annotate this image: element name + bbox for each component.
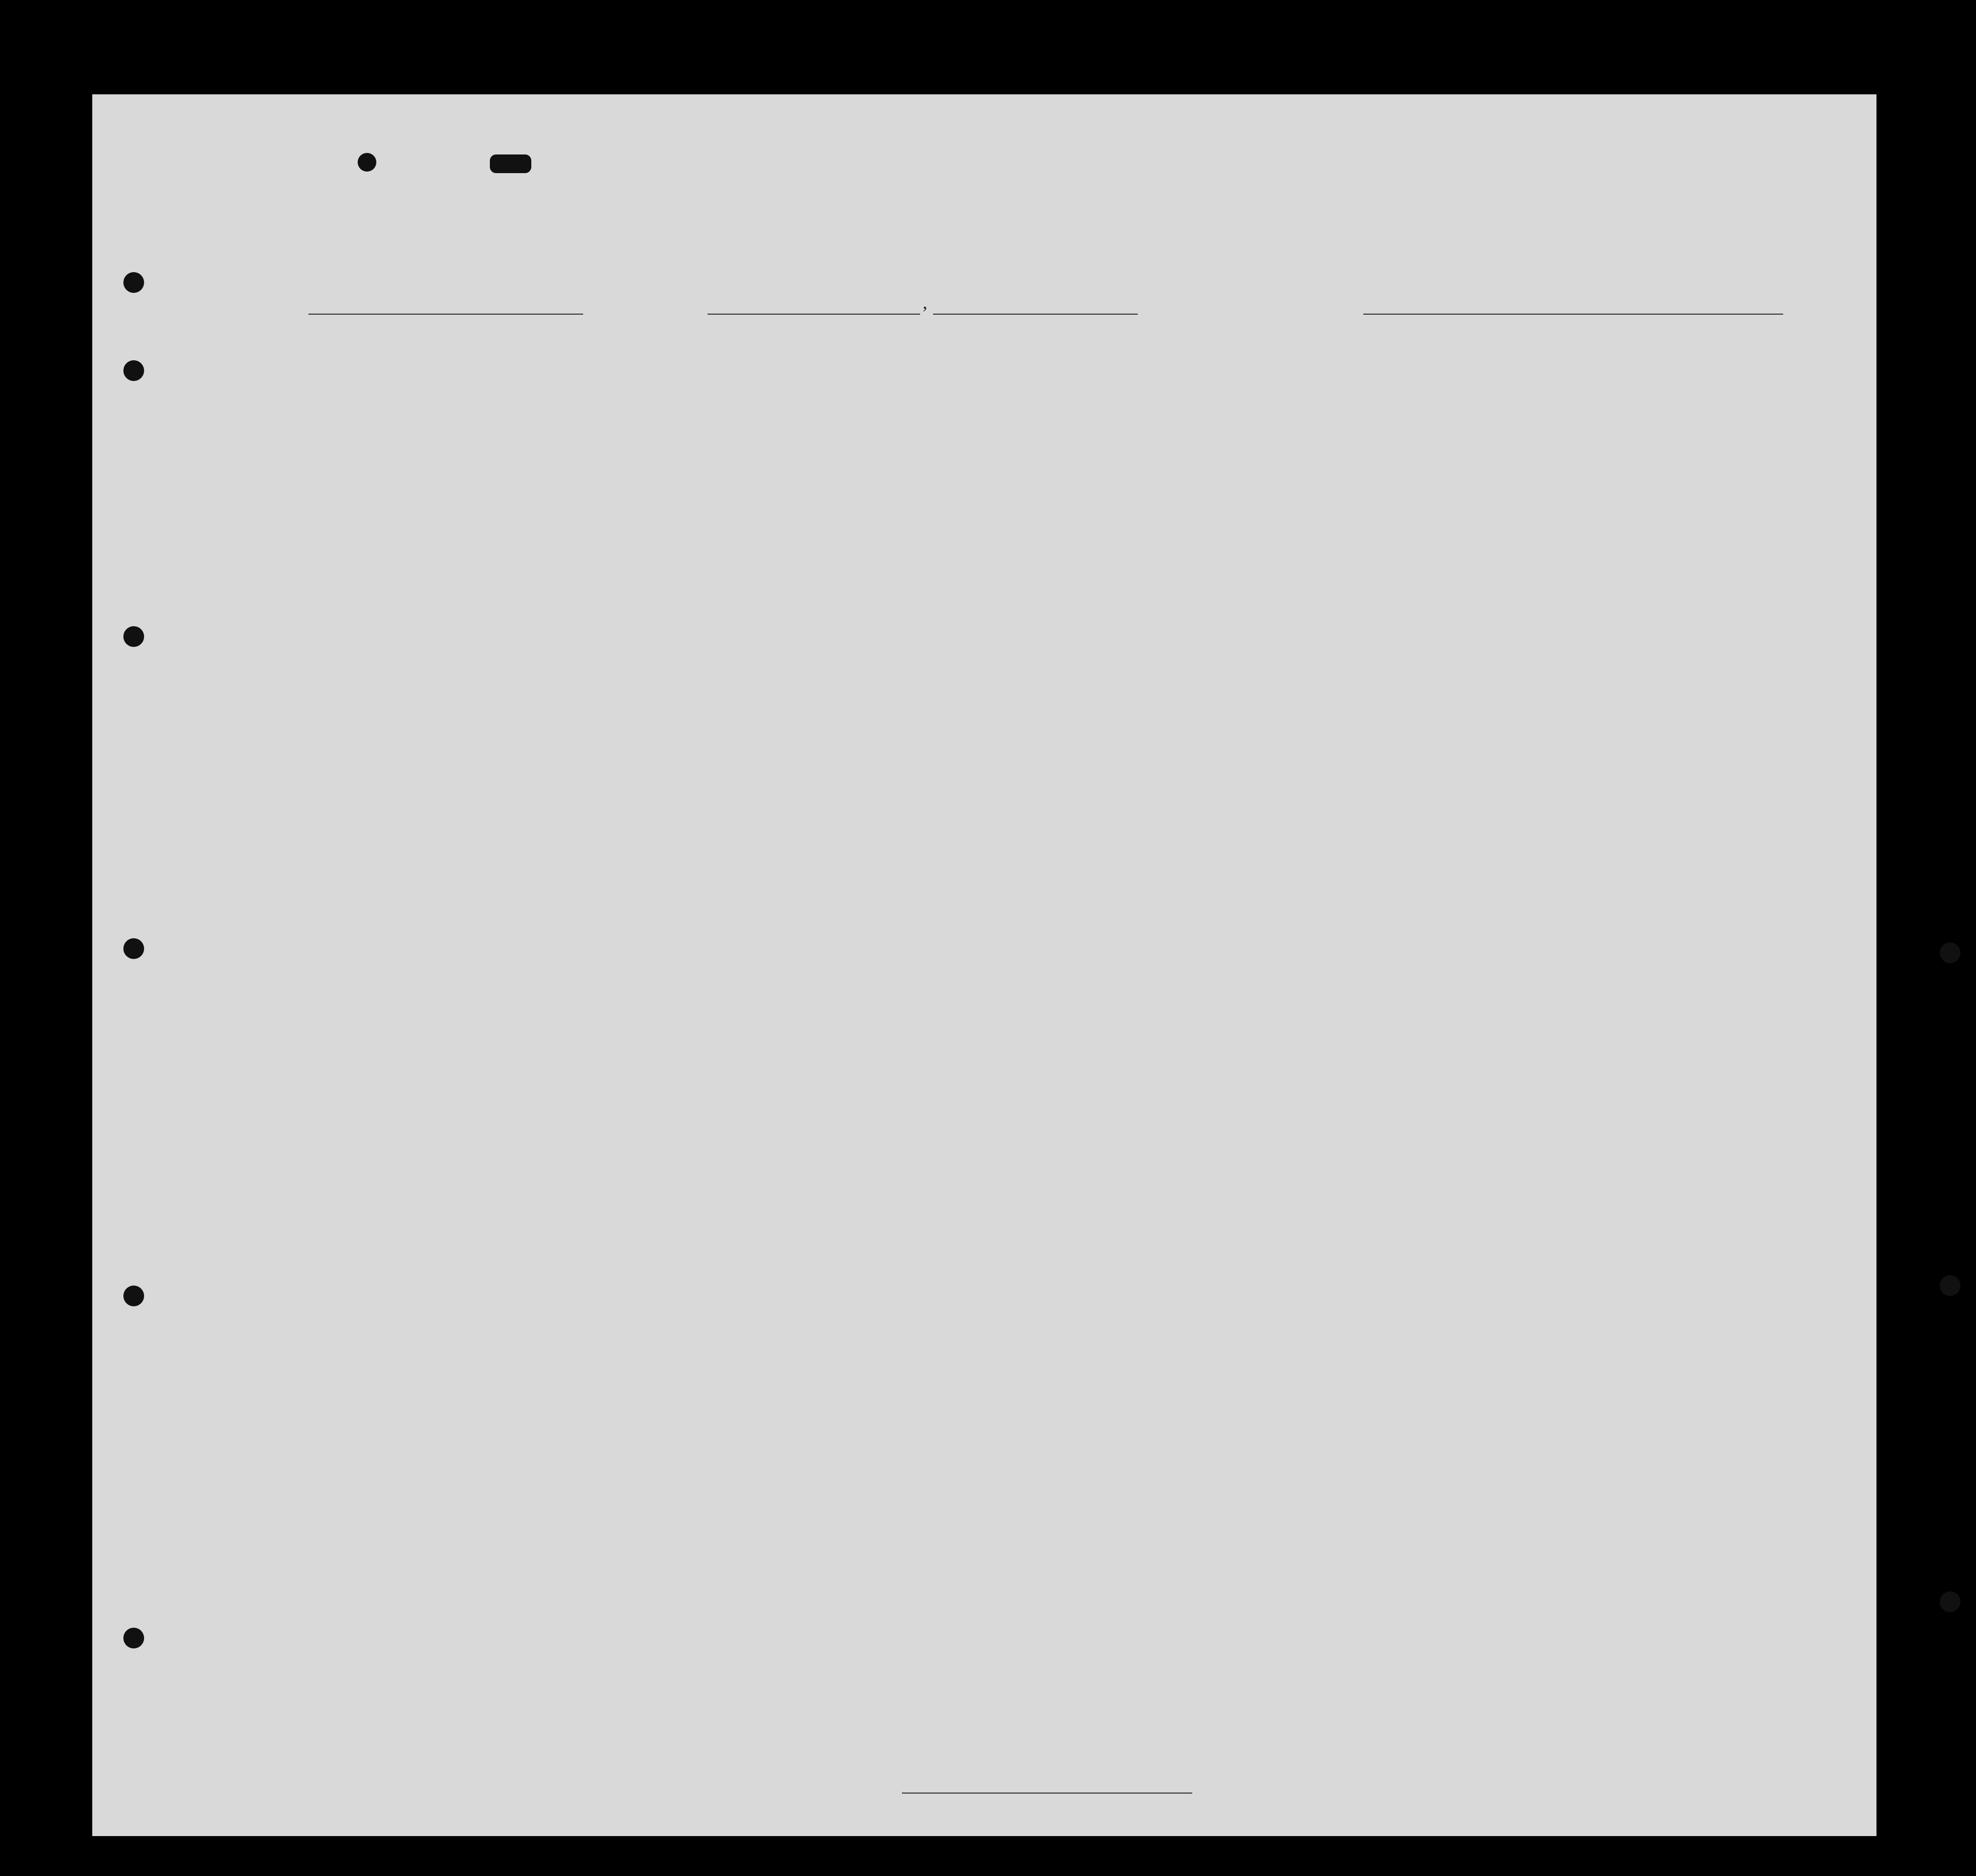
- inspector-signature-line: [902, 1793, 1192, 1794]
- comma: ,: [923, 292, 927, 313]
